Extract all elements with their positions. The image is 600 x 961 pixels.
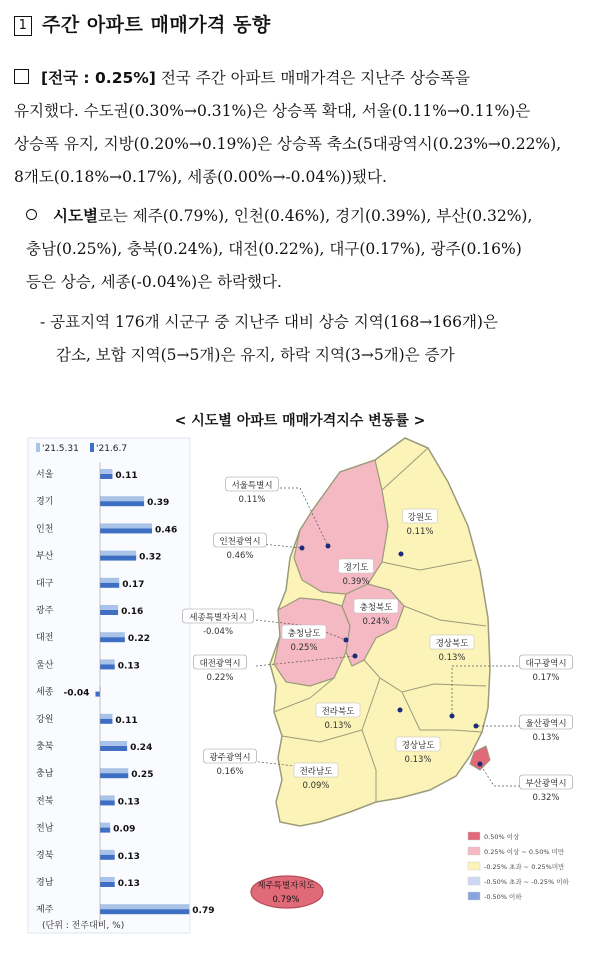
category-label: 경북 [36,850,54,861]
region-name: 충청북도 [359,603,393,613]
section-heading [14,10,271,37]
para1-line2: 유지했다. 수도권(0.30%→0.31%)은 상승폭 확대, 서울(0.11%→0.11%)은 [14,102,531,120]
legend-swatch [90,443,94,452]
map-legend-label: -0.25% 초과 ~ 0.25%미만 [484,863,565,871]
region-value: 0.11% [238,495,266,505]
region-name: 울산광역시 [525,719,567,729]
bar [100,768,128,773]
legend-label: '21.5.31 [42,444,79,454]
map-gyeonggi [294,460,388,594]
region-name: 부산광역시 [525,779,567,789]
data-label: 0.25 [131,770,154,781]
legend-label: '21.6.7 [96,444,128,454]
category-label: 광주 [36,606,54,616]
region-name: 전라남도 [299,767,333,777]
category-label: 경기 [36,497,54,508]
bar [100,719,112,724]
data-label: 0.13 [117,661,140,672]
legend-color-swatch [468,862,480,870]
para3-line1: - 공표지역 176개 시군구 중 지난주 대비 상승 지역(168→166개)은 [40,313,498,331]
region-value: 0.11% [406,527,434,537]
bar [100,551,136,556]
section-number: 1 [14,16,32,36]
bar [100,659,115,664]
region-name: 대구광역시 [525,659,567,669]
section-title: 주간 아파트 매매가격 동향 [42,14,271,36]
bar [100,583,119,588]
bar [100,773,128,778]
para3-line2: 감소, 보합 지역(5→5개)은 유지, 하락 지역(3→5개)은 증가 [56,346,455,364]
region-name: 경상남도 [401,741,435,751]
para2-line3: 등은 상승, 세종(-0.04%)은 하락했다. [26,273,282,291]
bar [100,605,118,610]
bar [100,741,127,746]
data-label: 0.13 [117,851,140,862]
category-label: 제주 [36,905,54,916]
legend-color-swatch [468,832,480,840]
para2-line2: 충남(0.25%), 충북(0.24%), 대전(0.22%), 대구(0.17%), 광주(0.16%) [26,240,522,258]
region-value: 0.46% [226,551,254,561]
bar [100,877,115,882]
region-value: 0.13% [532,733,560,743]
district-paragraph [40,306,596,372]
region-name: 인천광역시 [219,537,261,547]
bar [100,610,118,615]
bar [100,664,115,669]
para2-line1: 로는 제주(0.79%), 인천(0.46%), 경기(0.39%), 부산(0.32%), [97,207,533,225]
bar [100,714,112,719]
region-value: -0.04% [202,627,234,637]
bar [100,528,152,533]
category-label: 충남 [36,769,54,780]
map-legend-label: -0.50% 이하 [484,893,522,901]
region-name: 서울특별시 [231,481,273,491]
region-name: 강원도 [407,513,433,523]
data-label: 0.09 [113,824,136,835]
region-name: 경상북도 [435,639,469,649]
bar [100,496,144,501]
bar [100,578,119,583]
legend-color-swatch [468,892,480,900]
region-value: 0.13% [324,721,352,731]
national-lead: [전국 : 0.25%] [41,69,156,87]
regional-paragraph [26,200,594,299]
region-name: 대전광역시 [199,659,241,669]
region-name: 경기도 [343,563,369,573]
data-label: -0.04 [63,688,90,699]
data-label: 0.13 [117,879,140,889]
region-name: 제주특별자치도 [257,881,315,891]
region-value: 0.13% [438,653,466,663]
para1-line3: 상승폭 유지, 지방(0.20%→0.19%)은 상승폭 축소(5대광역시(0.23%→0.22%), [14,135,562,153]
legend-swatch [36,443,40,452]
region-value: 0.25% [290,643,318,653]
category-label: 강원 [36,714,54,725]
regional-lead: 시도별 [53,207,98,225]
data-label: 0.79 [192,906,215,917]
bar [100,632,125,637]
bar [100,501,144,506]
category-label: 전북 [36,796,54,807]
circle-bullet-icon [26,209,37,220]
region-value: 0.13% [404,755,432,765]
category-label: 대구 [36,578,54,589]
bar [100,523,152,528]
checkbox-bullet-icon [14,69,29,84]
region-name: 광주광역시 [209,753,251,763]
bar [100,795,115,800]
data-label: 0.22 [127,634,151,645]
region-value: 0.09% [302,781,330,791]
category-label: 충북 [36,742,54,752]
data-label: 0.39 [147,498,170,509]
category-label: 부산 [36,551,54,562]
bar [95,692,100,697]
bar [100,909,189,914]
region-value: 0.79% [272,895,300,905]
bar [100,556,136,561]
bar [100,474,112,479]
region-value: 0.22% [206,673,234,683]
korea-region-map [190,430,600,950]
map-legend-label: 0.50% 이상 [484,833,520,841]
bar [100,904,189,909]
bar [100,469,112,474]
category-label: 전남 [36,823,54,834]
national-summary-paragraph [14,62,592,194]
bar [100,882,115,887]
bar [100,746,127,751]
unit-note: (단위 : 전주대비, %) [42,921,125,931]
region-value: 0.32% [532,793,560,803]
category-label: 서울 [36,470,54,480]
data-label: 0.46 [155,525,178,536]
category-label: 인천 [36,524,54,535]
legend-color-swatch [468,847,480,855]
figure-title: < 시도별 아파트 매매가격지수 변동률 > [174,413,426,429]
region-name: 전라북도 [321,707,355,717]
bar [100,828,110,833]
category-label: 경남 [36,878,54,888]
data-label: 0.11 [115,471,138,481]
regional-bar-chart [28,438,215,933]
bar [100,850,115,855]
data-label: 0.16 [121,607,144,617]
category-label: 세종 [36,687,54,698]
bar [100,800,115,805]
data-label: 0.13 [117,797,140,808]
legend-color-swatch [468,877,480,885]
region-value: 0.16% [216,767,244,777]
bar [100,855,115,860]
category-label: 대전 [36,633,54,644]
region-value: 0.17% [532,673,560,683]
region-name: 충청남도 [287,629,321,639]
data-label: 0.11 [115,715,138,726]
map-legend-label: -0.50% 초과 ~ -0.25% 이하 [484,878,569,886]
region-value: 0.24% [362,617,390,627]
category-label: 울산 [36,660,54,671]
para1-line4: 8개도(0.18%→0.17%), 세종(0.00%→-0.04%))됐다. [14,168,387,186]
data-label: 0.24 [130,743,153,753]
bar [100,823,110,828]
map-legend-label: 0.25% 이상 ~ 0.50% 미만 [484,848,565,856]
para1-line1: 전국 주간 아파트 매매가격은 지난주 상승폭을 [155,69,470,87]
data-label: 0.17 [122,579,145,590]
data-label: 0.32 [139,552,162,563]
region-name: 세종특별자치시 [189,613,247,623]
region-value: 0.39% [342,577,370,587]
bar [100,637,125,642]
